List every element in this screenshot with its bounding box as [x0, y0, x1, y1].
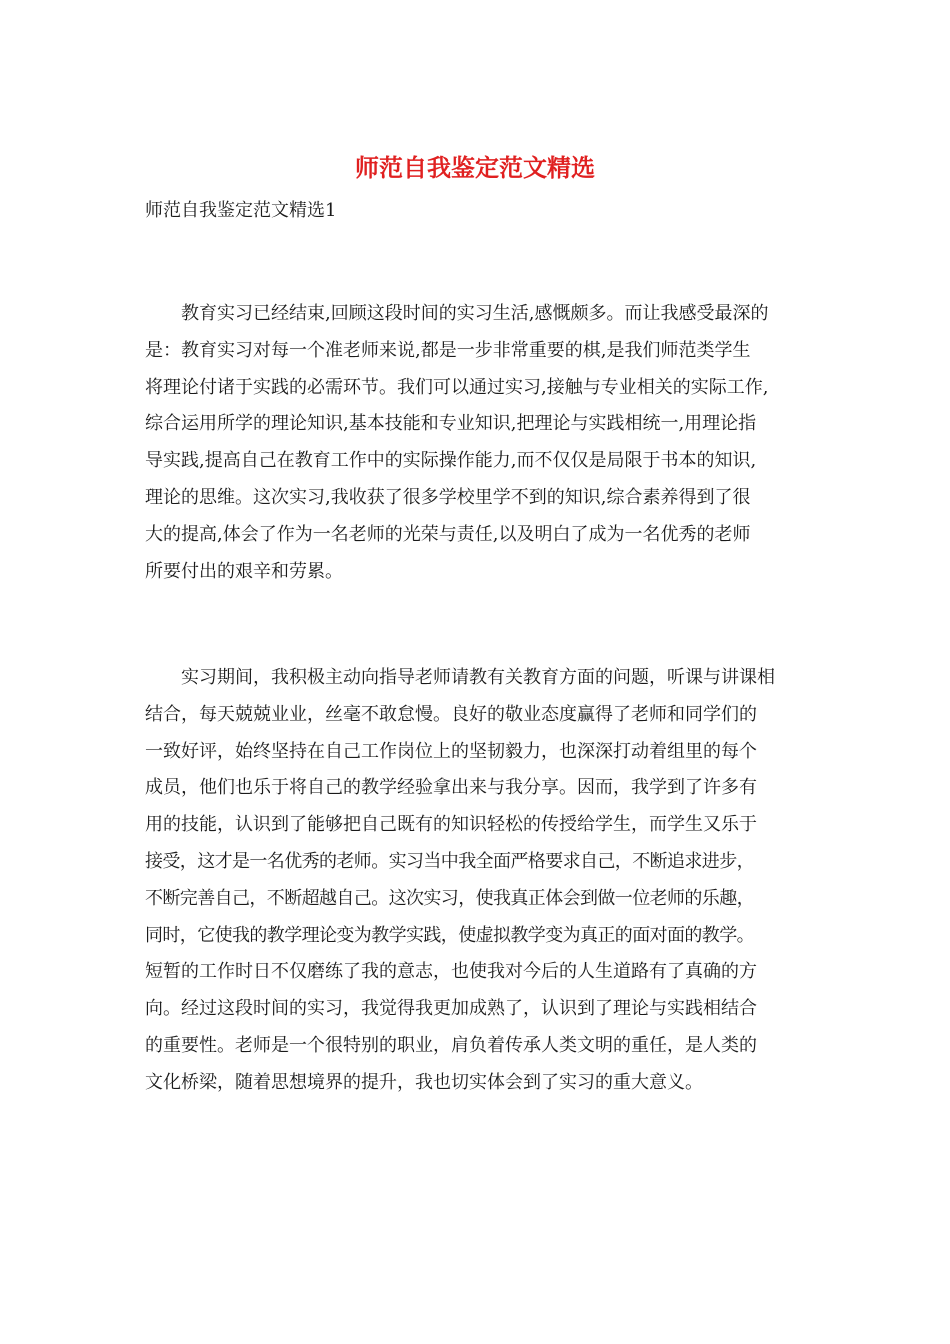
- paragraph-line: 结合，每天兢兢业业，丝毫不敢怠慢。良好的敬业态度赢得了老师和同学们的: [145, 703, 757, 725]
- paragraph-line: 成员，他们也乐于将自己的教学经验拿出来与我分享。因而，我学到了许多有: [145, 777, 757, 799]
- paragraph-line: 同时，它使我的教学理论变为教学实践，使虚拟教学变为真正的面对面的教学。: [145, 924, 754, 946]
- paragraph-line: 接受，这才是一名优秀的老师。实习当中我全面严格要求自己，不断追求进步，: [145, 850, 754, 872]
- paragraph-line: 大的提高,体会了作为一名老师的光荣与责任,以及明白了成为一名优秀的老师: [145, 523, 751, 545]
- paragraph-line: 是：教育实习对每一个准老师来说,都是一步非常重要的棋,是我们师范类学生: [145, 339, 751, 361]
- paragraph-1: [145, 296, 810, 590]
- paragraph-line: 理论的思维。这次实习,我收获了很多学校里学不到的知识,综合素养得到了很: [145, 486, 751, 508]
- paragraph-2: [145, 660, 810, 1102]
- paragraph-line: 短暂的工作时日不仅磨练了我的意志，也使我对今后的人生道路有了真确的方: [145, 961, 757, 983]
- document-title: 师范自我鉴定范文精选: [355, 153, 595, 182]
- paragraph-line: 教育实习已经结束,回顾这段时间的实习生活,感慨颇多。而让我感受最深的: [181, 303, 769, 324]
- paragraph-line: 综合运用所学的理论知识,基本技能和专业知识,把理论与实践相统一,用理论指: [145, 413, 757, 435]
- paragraph-line: 文化桥梁，随着思想境界的提升，我也切实体会到了实习的重大意义。: [145, 1071, 703, 1093]
- paragraph-line: 导实践,提高自己在教育工作中的实际操作能力,而不仅仅是局限于书本的知识,: [145, 450, 757, 472]
- paragraph-line: 实习期间，我积极主动向指导老师请教有关教育方面的问题，听课与讲课相: [181, 667, 775, 688]
- paragraph-line: 一致好评，始终坚持在自己工作岗位上的坚韧毅力，也深深打动着组里的每个: [145, 740, 757, 762]
- paragraph-line: 不断完善自己，不断超越自己。这次实习，使我真正体会到做一位老师的乐趣，: [145, 887, 754, 909]
- document-subtitle: 师范自我鉴定范文精选1: [145, 200, 337, 221]
- paragraph-line: 用的技能，认识到了能够把自己既有的知识轻松的传授给学生，而学生又乐于: [145, 814, 757, 836]
- paragraph-line: 所要付出的艰辛和劳累。: [145, 560, 343, 582]
- paragraph-line: 的重要性。老师是一个很特别的职业，肩负着传承人类文明的重任，是人类的: [145, 1034, 757, 1056]
- paragraph-line: 向。经过这段时间的实习，我觉得我更加成熟了，认识到了理论与实践相结合: [145, 998, 757, 1020]
- paragraph-line: 将理论付诸于实践的必需环节。我们可以通过实习,接触与专业相关的实际工作,: [145, 376, 769, 398]
